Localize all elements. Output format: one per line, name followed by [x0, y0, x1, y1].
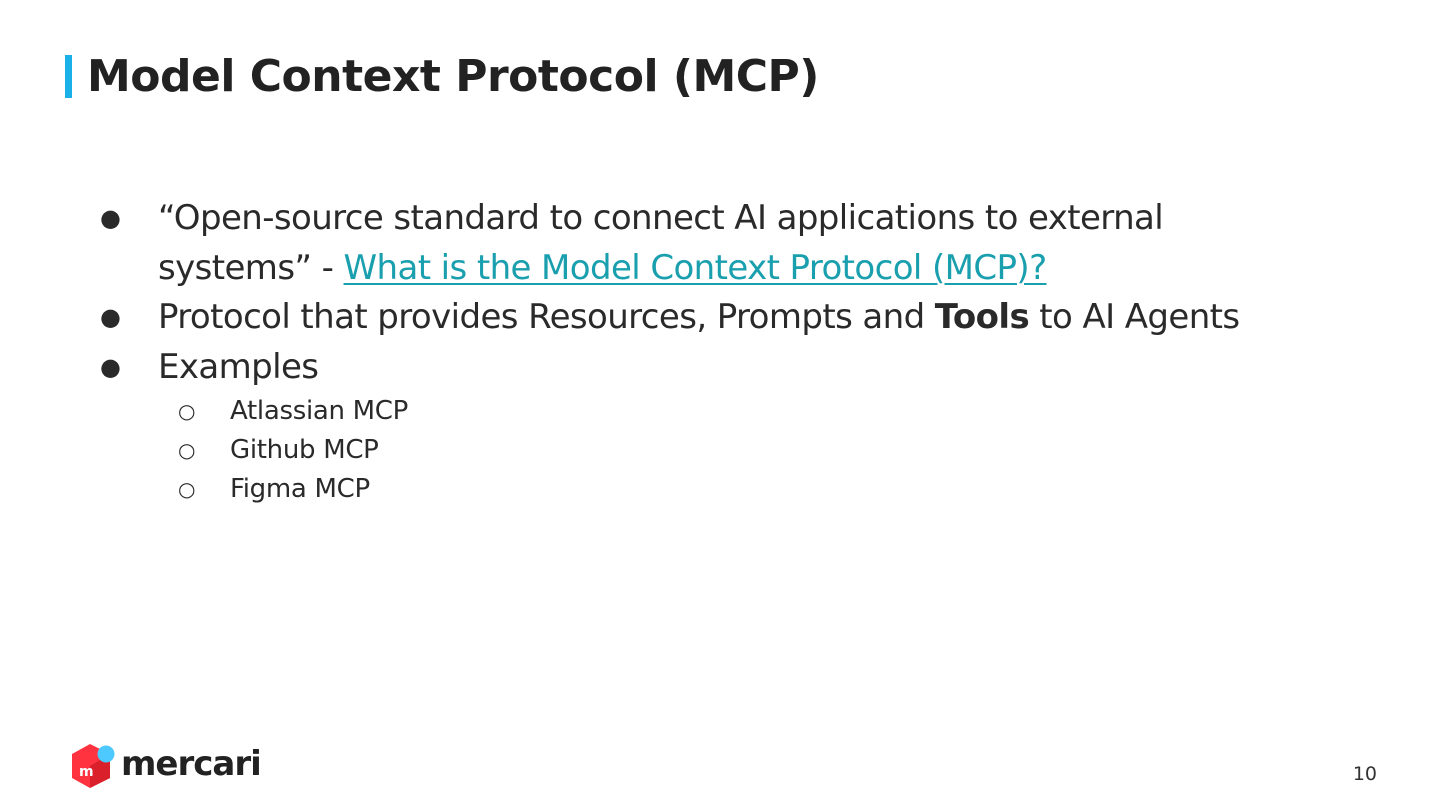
brand-wordmark: mercari	[121, 744, 261, 784]
page-number: 10	[1352, 763, 1377, 785]
slide-title: Model Context Protocol (MCP)	[87, 51, 819, 102]
logo-m-glyph: m	[79, 764, 94, 780]
sub-bullet-ring: ○	[178, 477, 196, 501]
sub-item-label: Atlassian MCP	[230, 396, 409, 426]
bullet-examples-label: Examples	[158, 346, 319, 387]
title-accent-bar	[65, 55, 72, 98]
sub-bullet-ring: ○	[178, 399, 196, 423]
bullet-protocol-prefix: Protocol that provides Resources, Prompts and	[158, 297, 935, 337]
mcp-reference-link[interactable]: What is the Model Context Protocol (MCP)?	[343, 247, 1047, 288]
bullet-protocol-bold: Tools	[934, 297, 1030, 337]
bullet-protocol-suffix: to AI Agents	[1029, 297, 1240, 337]
sub-item-figma	[100, 470, 1360, 509]
bullet-item-examples	[100, 343, 1360, 393]
sub-item-label: Figma MCP	[230, 474, 370, 504]
bullet-dot: ●	[100, 204, 121, 232]
sub-item-atlassian	[100, 392, 1360, 431]
bullet-definition-line1: “Open-source standard to connect AI applications to external	[158, 198, 1164, 238]
logo-dot	[98, 746, 115, 763]
sub-item-label: Github MCP	[230, 435, 379, 465]
sub-bullet-ring: ○	[178, 438, 196, 462]
bullet-definition-prefix: systems” -	[158, 247, 344, 288]
bullet-list	[100, 194, 1360, 509]
sub-item-github	[100, 431, 1360, 470]
bullet-item-definition	[100, 194, 1360, 293]
bullet-item-protocol	[100, 293, 1360, 343]
bullet-dot: ●	[100, 352, 121, 381]
bullet-protocol-text	[158, 293, 1360, 343]
bullet-definition-line2	[158, 244, 1360, 294]
bullet-dot: ●	[100, 303, 121, 331]
